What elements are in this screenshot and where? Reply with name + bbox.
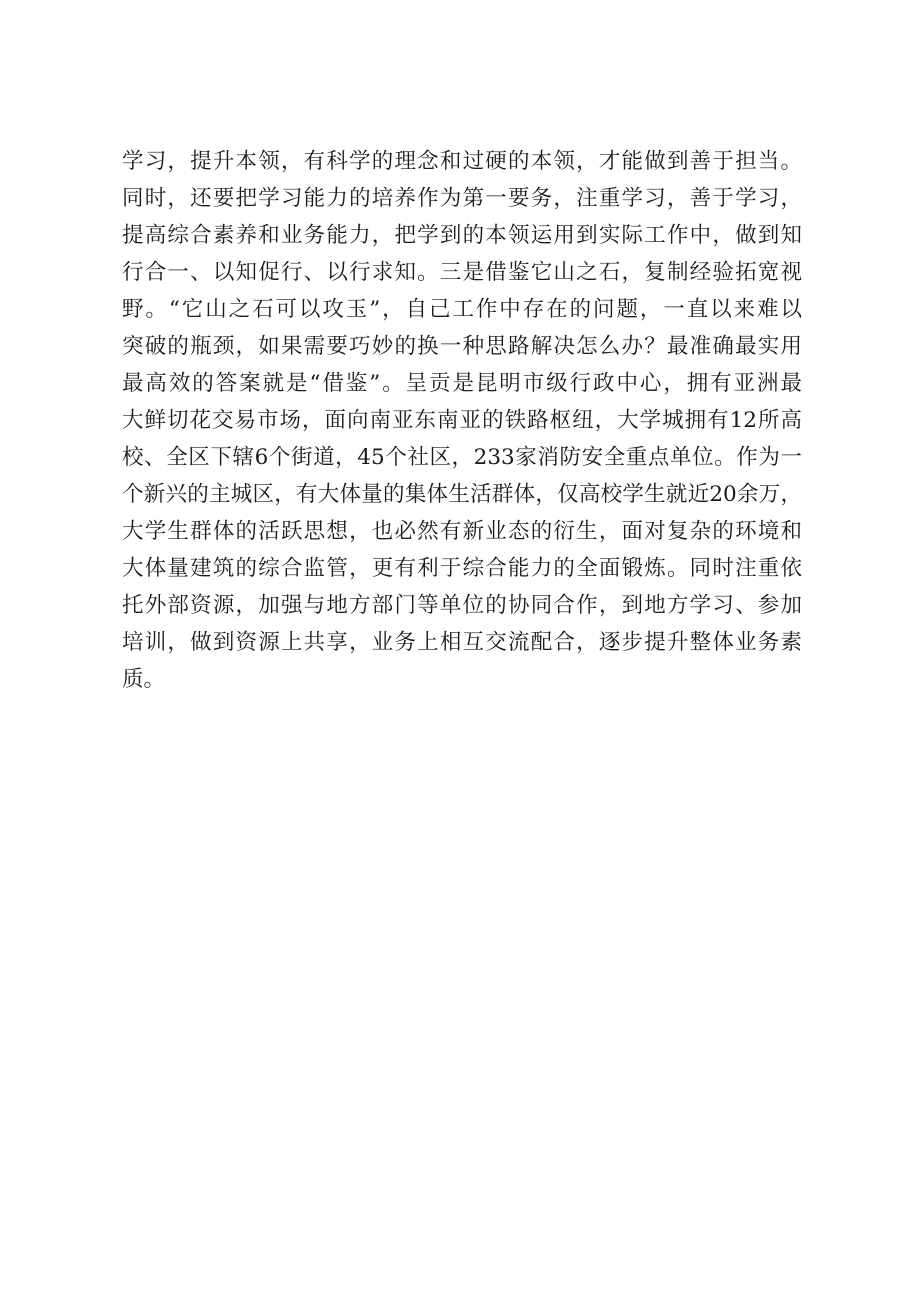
text-line: 大学生群体的活跃思想，也必然有新业态的衍生，面对复杂的环境和 <box>122 519 802 544</box>
text-line: 最高效的答案就是“借鉴”。呈贡是昆明市级行政中心，拥有亚洲最 <box>122 371 802 396</box>
text-line: 提高综合素养和业务能力，把学到的本领运用到实际工作中，做到知 <box>122 223 802 248</box>
text-line: 校、全区下辖6个街道，45个社区，233家消防安全重点单位。作为一 <box>122 445 802 470</box>
text-line: 野。“它山之石可以攻玉”，自己工作中存在的问题，一直以来难以 <box>122 297 802 322</box>
text-line: 个新兴的主城区，有大体量的集体生活群体，仅高校学生就近20余万， <box>122 482 802 507</box>
text-line: 大鲜切花交易市场，面向南亚东南亚的铁路枢纽，大学城拥有12所高 <box>122 408 802 433</box>
body-paragraph <box>122 143 802 698</box>
text-line: 突破的瓶颈，如果需要巧妙的换一种思路解决怎么办？最准确最实用 <box>122 334 802 359</box>
text-line: 行合一、以知促行、以行求知。三是借鉴它山之石，复制经验拓宽视 <box>122 260 802 285</box>
text-line: 托外部资源，加强与地方部门等单位的协同合作，到地方学习、参加 <box>122 593 802 618</box>
text-line: 培训，做到资源上共享，业务上相互交流配合，逐步提升整体业务素 <box>122 630 802 655</box>
text-line: 质。 <box>122 667 166 692</box>
text-line: 同时，还要把学习能力的培养作为第一要务，注重学习，善于学习， <box>122 186 802 211</box>
text-line: 大体量建筑的综合监管，更有利于综合能力的全面锻炼。同时注重依 <box>122 556 802 581</box>
text-line: 学习，提升本领，有科学的理念和过硬的本领，才能做到善于担当。 <box>122 149 802 174</box>
